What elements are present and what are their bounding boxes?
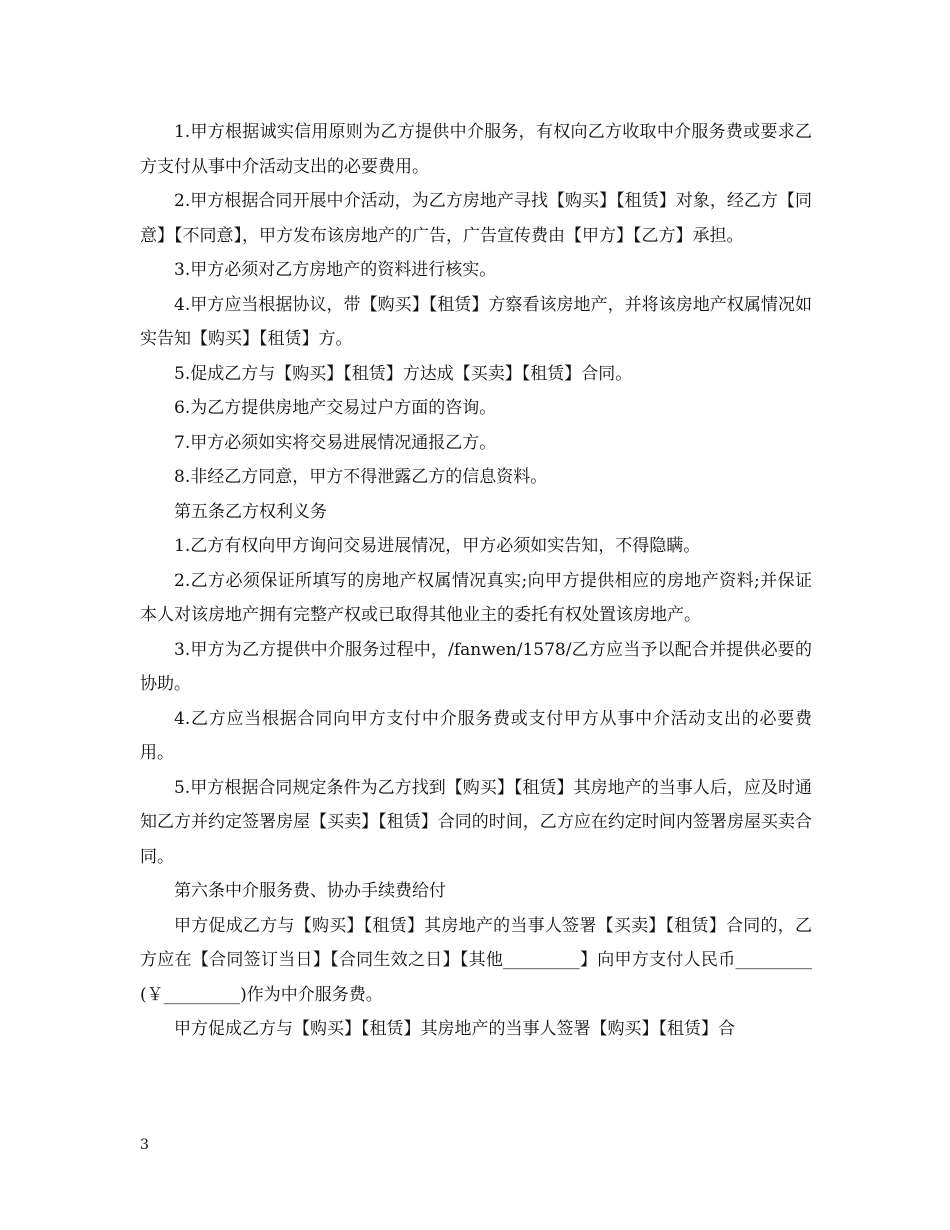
clause-paragraph-15: 甲方促成乙方与【购买】【租赁】其房地产的当事人签署【购买】【租赁】合 (174, 1019, 735, 1039)
clause-paragraph-8: 8.非经乙方同意，甲方不得泄露乙方的信息资料。 (174, 467, 548, 487)
document-body (140, 115, 812, 1047)
section-heading-article-6: 第六条中介服务费、协办手续费给付 (174, 881, 446, 901)
clause-paragraph-4: 4.甲方应当根据协议，带【购买】【租赁】方察看该房地产，并将该房地产权属情况如实告知【购买】【租赁】方。 (140, 294, 812, 349)
clause-paragraph-3: 3.甲方必须对乙方房地产的资料进行核实。 (174, 260, 497, 280)
clause-paragraph-11: 3.甲方为乙方提供中介服务过程中，/fanwen/1578/乙方应当予以配合并提供必要的协助。 (140, 639, 812, 694)
clause-paragraph-7: 7.甲方必须如实将交易进展情况通报乙方。 (174, 432, 497, 453)
clause-paragraph-5: 5.促成乙方与【购买】【租赁】方达成【买卖】【租赁】合同。 (174, 363, 633, 384)
clause-paragraph-13: 5.甲方根据合同规定条件为乙方找到【购买】【租赁】其房地产的当事人后，应及时通知乙方并约定签署房屋【买卖】【租赁】合同的时间，乙方应在约定时间内签署房屋买卖合同。 (140, 777, 812, 867)
clause-paragraph-10: 2.乙方必须保证所填写的房地产权属情况真实;向甲方提供相应的房地产资料;并保证本人对该房地产拥有完整产权或已取得其他业主的委托有权处置该房地产。 (140, 570, 812, 625)
clause-paragraph-2: 2.甲方根据合同开展中介活动，为乙方房地产寻找【购买】【租赁】对象，经乙方【同意】【不同意】，甲方发布该房地产的广告，广告宣传费由【甲方】【乙方】承担。 (140, 191, 812, 246)
section-heading-article-5: 第五条乙方权利义务 (174, 501, 327, 522)
clause-paragraph-1: 1.甲方根据诚实信用原则为乙方提供中介服务，有权向乙方收取中介服务费或要求乙方支付从事中介活动支出的必要费用。 (140, 122, 812, 177)
clause-paragraph-12: 4.乙方应当根据合同向甲方支付中介服务费或支付甲方从事中介活动支出的必要费用。 (140, 708, 812, 763)
clause-paragraph-14: 甲方促成乙方与【购买】【租赁】其房地产的当事人签署【买卖】【租赁】合同的，乙方应在【合同签订当日】【合同生效之日】【其他_________】向甲方支付人民币_________(￥_________)作为中介服务费。 (140, 915, 812, 1005)
page-number: 3 (140, 1137, 149, 1153)
clause-paragraph-6: 6.为乙方提供房地产交易过户方面的咨询。 (174, 398, 497, 418)
clause-paragraph-9: 1.乙方有权向甲方询问交易进展情况，甲方必须如实告知，不得隐瞒。 (174, 536, 701, 556)
